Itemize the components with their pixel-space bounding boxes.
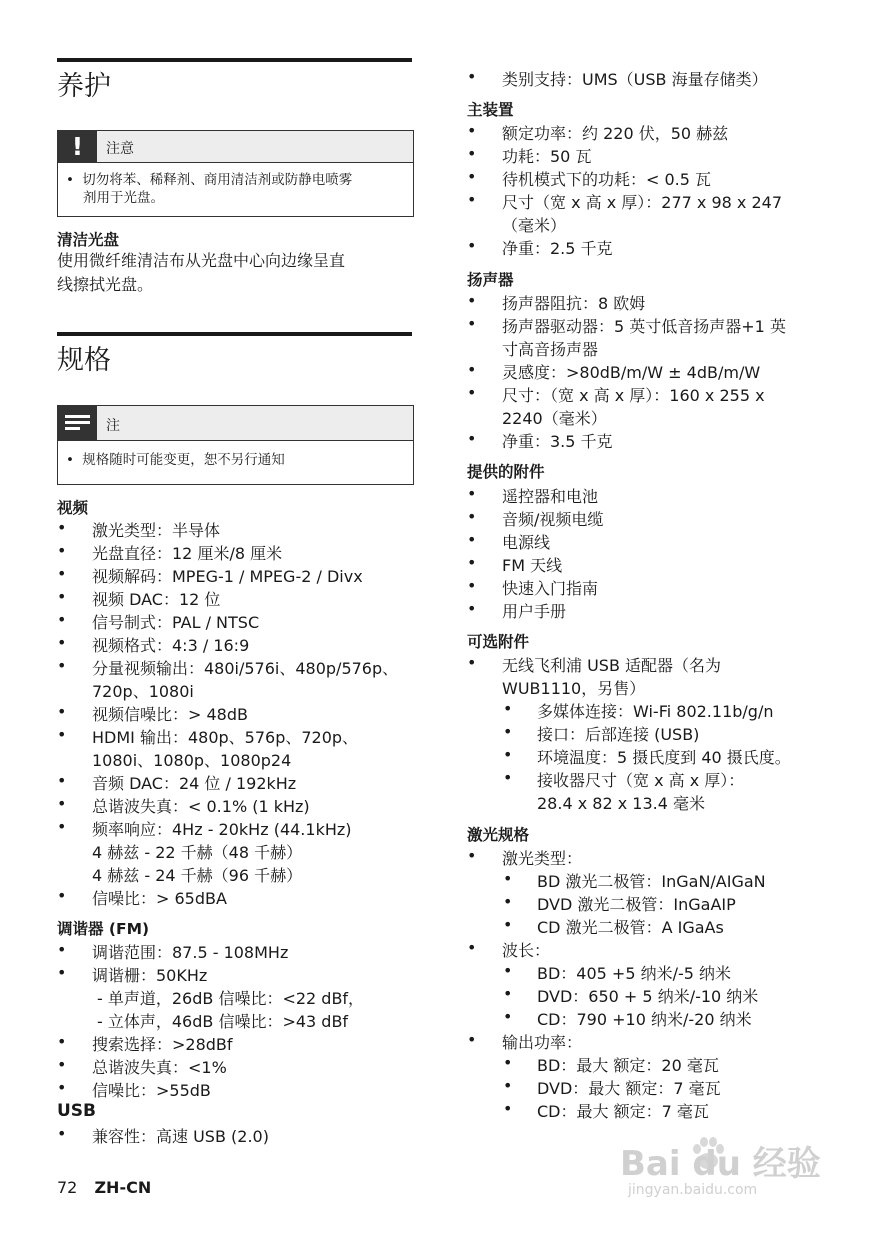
- list-item-continuation: - 立体声，46dB 信噪比：>43 dBf: [97, 1012, 349, 1031]
- language-code: ZH-CN: [94, 1178, 152, 1197]
- accessories-heading: 提供的附件: [467, 463, 545, 481]
- spec-title: 规格: [57, 345, 111, 376]
- main-unit-heading: 主装置: [467, 101, 514, 119]
- warning-icon: !: [58, 131, 97, 162]
- list-item-continuation: 4 赫兹 - 22 千赫（48 千赫）: [92, 843, 303, 862]
- watermark-url: jingyan.baidu.com: [628, 1182, 758, 1198]
- usb-heading: USB: [57, 1101, 97, 1121]
- clean-disc-heading: 清洁光盘: [57, 231, 120, 249]
- optional-heading: 可选附件: [467, 633, 530, 651]
- list-item-continuation: WUB1110，另售）: [502, 679, 646, 698]
- caution-label: 注意: [106, 141, 134, 157]
- list-item-continuation: 720p、1080i: [92, 682, 194, 701]
- page-number: 72: [57, 1178, 78, 1197]
- caution-box: [57, 130, 414, 217]
- caution-text: • 切勿将苯、稀释剂、商用清洁剂或防静电喷雾 剂用于光盘。: [66, 172, 353, 206]
- speakers-heading: 扬声器: [467, 271, 514, 289]
- list-item-continuation: - 单声道，26dB 信噪比：<22 dBf，: [97, 989, 365, 1008]
- list-item-continuation: 1080i、1080p、1080p24: [92, 751, 292, 770]
- note-lines-icon: [58, 406, 97, 440]
- note-icon: [58, 406, 97, 440]
- section-rule: [57, 332, 412, 336]
- watermark-brand: Bai du 经验: [620, 1144, 821, 1184]
- page-footer: [57, 1178, 151, 1197]
- list-item-continuation: 寸高音扬声器: [502, 340, 599, 359]
- note-label: 注: [106, 418, 120, 434]
- care-title: 养护: [57, 71, 111, 102]
- list-item-continuation: 28.4 x 82 x 13.4 毫米: [537, 794, 705, 813]
- list-item-continuation: 2240（毫米）: [502, 409, 607, 428]
- tuner-heading: 调谐器 (FM): [57, 920, 150, 938]
- note-header: [58, 406, 413, 441]
- clean-disc-text: 使用微纤维清洁布从光盘中心向边缘呈直 线擦拭光盘。: [57, 251, 346, 294]
- section-rule: [57, 58, 412, 62]
- note-box: [57, 405, 414, 485]
- note-text: • 规格随时可能变更，恕不另行通知: [66, 452, 285, 468]
- video-heading: 视频: [57, 499, 89, 517]
- laser-heading: 激光规格: [467, 826, 530, 844]
- list-item-continuation: （毫米）: [502, 216, 567, 235]
- list-item-continuation: 4 赫兹 - 24 千赫（96 千赫）: [92, 866, 303, 885]
- baidu-watermark: [620, 1128, 835, 1208]
- caution-header: [58, 131, 413, 163]
